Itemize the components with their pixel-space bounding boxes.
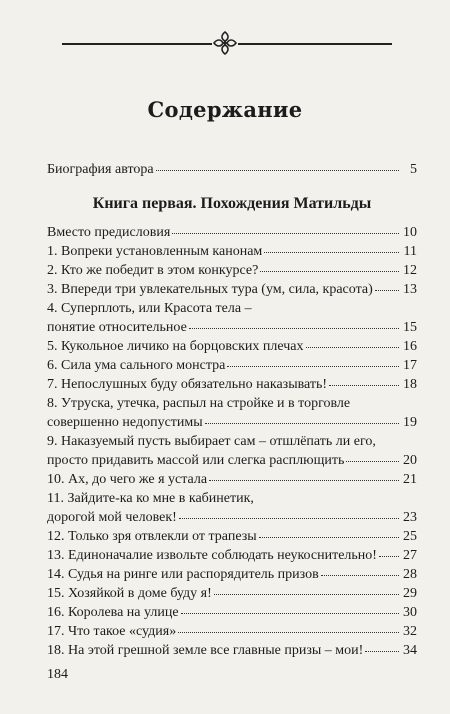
toc-entry-row [47,375,417,394]
dot-leader [227,365,399,367]
toc-entry-label: 5. Кукольное личико на борцовских плечах [47,339,304,354]
dot-leader [365,650,399,652]
toc-entry-row [47,470,417,489]
toc-entry-label: просто придавить массой или слегка расплющить [47,453,345,468]
toc-entry-label-line: 9. Наказуемый пусть выбирает сам – отшлёпать ли его, [47,434,376,449]
toc-entry [47,261,417,280]
toc-entry [47,603,417,622]
toc-page-number: 16 [403,339,417,354]
toc-entry-row [47,641,417,660]
toc-page-number: 5 [410,162,417,177]
toc-entry-row [47,603,417,622]
toc-entry [47,565,417,584]
toc-entry-label: 2. Кто же победит в этом конкурсе? [47,263,259,278]
toc-entry [47,546,417,565]
toc-entry [47,299,417,337]
toc-page-number: 29 [403,586,417,601]
dot-leader [321,574,399,576]
toc-entry-label: дорогой мой человек! [47,510,177,525]
toc-entry-label: 6. Сила ума сального монстра [47,358,226,373]
toc-page-number: 27 [403,548,417,563]
toc-entry-label: 13. Единоначалие извольте соблюдать неукоснительно! [47,548,377,563]
floral-ornament-icon [212,30,238,56]
toc-entry [47,584,417,603]
book-section-heading: Книга первая. Похождения Матильды [92,195,372,212]
toc-entry-label: 7. Непослушных буду обязательно наказывать! [47,377,328,392]
toc-entry-label: Вместо предисловия [47,225,171,240]
toc-entry-label: 16. Королева на улице [47,605,179,620]
dot-leader [181,612,399,614]
toc-entry-label: Биография автора [47,162,154,177]
dot-leader [205,422,399,424]
toc-entry-label-line: 4. Суперплоть, или Красота тела – [47,301,252,316]
toc-entry-row [47,451,417,470]
toc-page-number: 19 [403,415,417,430]
toc-page-number: 21 [403,472,417,487]
toc-page-number: 13 [403,282,417,297]
toc-entry-row [47,584,417,603]
toc-page-number: 30 [403,605,417,620]
toc-entry-label: 10. Ах, до чего же я устала [47,472,208,487]
toc-page-number: 12 [403,263,417,278]
dot-leader [259,536,399,538]
toc-entry-biography [47,160,417,179]
toc-entry [47,432,417,470]
dot-leader [346,460,399,462]
toc-entry-row [47,356,417,375]
toc-entry-label: 15. Хозяйкой в доме буду я! [47,586,212,601]
toc-entry-label: совершенно недопустимы [47,415,203,430]
toc-entry-row [47,242,417,261]
toc-page-number: 10 [403,225,417,240]
toc-entry-label: 18. На этой грешной земле все главные призы – мои! [47,643,364,658]
toc-page-number: 23 [403,510,417,525]
toc-entry [47,641,417,660]
toc-page-number: 34 [403,643,417,658]
toc-entry-row [47,622,417,641]
toc-entry [47,375,417,394]
toc-entry-label: понятие относительное [47,320,187,335]
dot-leader [329,384,399,386]
toc-page-number: 25 [403,529,417,544]
toc-page-number: 15 [403,320,417,335]
toc-entry-row [47,565,417,584]
toc-entry-label: 3. Впереди три увлекательных тура (ум, сила, красота) [47,282,373,297]
toc-entry-row [47,527,417,546]
dot-leader [214,593,399,595]
toc-entry-label-line: 8. Утруска, утечка, распыл на стройке и в торговле [47,396,351,411]
toc-entry [47,223,417,242]
toc-entry-row [47,337,417,356]
toc-entry-row [47,546,417,565]
dot-leader [260,270,399,272]
toc-entry [47,356,417,375]
toc-entry [47,622,417,641]
toc-entry [47,470,417,489]
dot-leader [209,479,399,481]
dot-leader [264,251,399,253]
dot-leader [179,517,399,519]
toc-entry [47,337,417,356]
page-number-footer: 184 [47,667,68,682]
toc-page-number: 32 [403,624,417,639]
toc-entry-label: 12. Только зря отвлекли от трапезы [47,529,257,544]
toc-entry-row [47,508,417,527]
toc-entry [47,394,417,432]
toc-entry-row [47,318,417,337]
toc-entry-label: 1. Вопреки установленным канонам [47,244,263,259]
toc-entry-row [47,261,417,280]
toc-entry-label-line: 11. Зайдите-ка ко мне в кабинетик, [47,491,254,506]
dot-leader [189,327,399,329]
toc-page-number: 28 [403,567,417,582]
toc-entry [47,242,417,261]
toc-entry [47,527,417,546]
dot-leader [172,232,399,234]
dot-leader [306,346,400,348]
toc-page-number: 20 [403,453,417,468]
toc-page-number: 18 [403,377,417,392]
toc-entry-row [47,280,417,299]
toc-entry-label: 14. Судья на ринге или распорядитель призов [47,567,319,582]
dot-leader [178,631,399,633]
toc-entry-label: 17. Что такое «судия» [47,624,177,639]
toc-entry [47,489,417,527]
toc-entry-row [47,413,417,432]
dot-leader [379,555,399,557]
toc-page-number: 17 [403,358,417,373]
toc-entry [47,280,417,299]
dot-leader [375,289,399,291]
page-title: Содержание [147,97,303,122]
table-of-contents [47,160,417,660]
dot-leader [156,169,399,171]
toc-page-number: 11 [403,244,417,259]
toc-entry-row [47,223,417,242]
toc-entry-list [47,223,417,660]
